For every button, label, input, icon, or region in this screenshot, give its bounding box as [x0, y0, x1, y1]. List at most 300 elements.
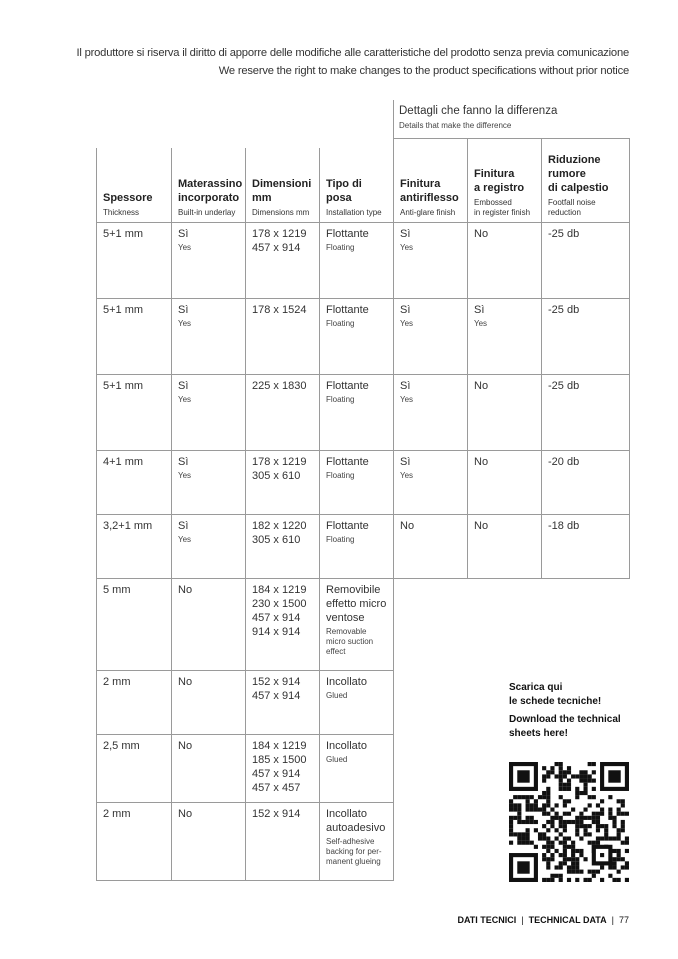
qr-module	[517, 832, 521, 836]
qr-module	[546, 803, 550, 807]
qr-module	[579, 779, 583, 783]
qr-module	[588, 832, 592, 836]
qr-module	[596, 824, 600, 828]
disclaimer-it: Il produttore si riserva il diritto di apporre delle modifiche alle caratteristiche del prodotto senza previa comunicazione	[76, 47, 629, 59]
qr-module	[567, 812, 571, 816]
qr-module	[534, 799, 538, 803]
qr-module	[526, 795, 530, 799]
table-gridline	[96, 450, 630, 451]
qr-module	[596, 820, 600, 824]
qr-module	[567, 865, 571, 869]
qr-module	[559, 787, 563, 791]
qr-module	[575, 861, 579, 865]
qr-module	[559, 861, 563, 865]
table-cell-noise	[548, 227, 626, 241]
table-cell-thickness	[103, 455, 168, 469]
cell-value-en: Floating	[326, 471, 355, 480]
qr-module	[583, 783, 587, 787]
qr-module	[563, 841, 567, 845]
qr-module	[608, 808, 612, 812]
qr-module	[583, 857, 587, 861]
qr-module	[546, 828, 550, 832]
qr-module	[546, 795, 550, 799]
cell-value: -25 db	[548, 304, 580, 316]
table-gridline	[96, 298, 630, 299]
footer-section-en: TECHNICAL DATA	[528, 915, 607, 925]
qr-module	[559, 795, 563, 799]
qr-module	[592, 812, 596, 816]
qr-module	[592, 779, 596, 783]
table-cell-posa	[326, 379, 390, 405]
qr-module	[621, 803, 625, 807]
cell-value: Removibile effetto micro ventose	[326, 584, 387, 624]
qr-module	[592, 762, 596, 766]
cell-value: No	[474, 456, 489, 468]
qr-module	[612, 824, 616, 828]
column-header-label-en: Installation type	[326, 208, 382, 217]
cell-value: Sì	[400, 456, 411, 468]
qr-module	[555, 874, 559, 878]
qr-module	[583, 770, 587, 774]
qr-module	[521, 841, 525, 845]
qr-module	[546, 836, 550, 840]
qr-module	[592, 820, 596, 824]
table-cell-underlay	[178, 303, 242, 329]
qr-module	[546, 791, 550, 795]
table-cell-underlay	[178, 675, 242, 689]
table-cell-dims	[252, 303, 316, 317]
table-cell-thickness	[103, 227, 168, 241]
cell-value: 178 x 1219 305 x 610	[252, 456, 307, 482]
qr-module	[546, 849, 550, 853]
qr-module	[559, 762, 563, 766]
qr-module	[596, 828, 600, 832]
table-cell-posa	[326, 675, 390, 701]
table-cell-posa	[326, 303, 390, 329]
qr-module	[604, 824, 608, 828]
qr-finder-center	[517, 861, 529, 873]
cell-value: Incollato	[326, 676, 367, 688]
qr-module	[563, 803, 567, 807]
qr-module	[604, 828, 608, 832]
differences-heading-it: Dettagli che fanno la differenza	[399, 105, 558, 117]
qr-module	[567, 770, 571, 774]
column-header-register	[474, 167, 538, 218]
column-header-dims	[252, 177, 316, 218]
download-text-it: Scarica qui le schede tecniche!	[509, 682, 602, 707]
differences-heading	[399, 105, 557, 130]
qr-module	[538, 832, 542, 836]
qr-module	[617, 849, 621, 853]
qr-module	[621, 799, 625, 803]
column-header-label: Tipo di posa	[326, 178, 362, 204]
qr-module	[517, 836, 521, 840]
qr-module	[612, 865, 616, 869]
qr-module	[517, 816, 521, 820]
qr-module	[617, 808, 621, 812]
qr-module	[600, 824, 604, 828]
disclaimer-en: We reserve the right to make changes to the product specifications without prior notice	[218, 65, 629, 77]
qr-module	[517, 795, 521, 799]
cell-value: Sì	[474, 304, 485, 316]
qr-module	[571, 870, 575, 874]
table-cell-dims	[252, 519, 316, 547]
qr-module	[592, 770, 596, 774]
cell-value: 184 x 1219 230 x 1500 457 x 914 914 x 914	[252, 584, 307, 638]
qr-module	[542, 878, 546, 882]
qr-module	[575, 795, 579, 799]
qr-module	[583, 816, 587, 820]
qr-module	[546, 820, 550, 824]
qr-module	[563, 799, 567, 803]
table-cell-underlay	[178, 455, 242, 481]
qr-module	[555, 774, 559, 778]
cell-value: 5+1 mm	[103, 380, 144, 392]
qr-module	[559, 874, 563, 878]
qr-module	[563, 861, 567, 865]
table-cell-underlay	[178, 519, 242, 545]
table-cell-antiglare	[400, 227, 464, 253]
table-cell-posa	[326, 807, 390, 867]
qr-module	[592, 795, 596, 799]
qr-module	[567, 779, 571, 783]
qr-module	[509, 816, 513, 820]
qr-module	[542, 795, 546, 799]
qr-module	[530, 820, 534, 824]
qr-module	[538, 795, 542, 799]
qr-module	[509, 820, 513, 824]
qr-module	[583, 808, 587, 812]
qr-module	[542, 774, 546, 778]
qr-module	[546, 857, 550, 861]
qr-module	[588, 779, 592, 783]
qr-module	[521, 832, 525, 836]
qr-module	[583, 774, 587, 778]
qr-module	[542, 803, 546, 807]
qr-module	[592, 870, 596, 874]
qr-module	[575, 849, 579, 853]
table-cell-dims	[252, 807, 316, 821]
qr-module	[579, 812, 583, 816]
qr-module	[621, 857, 625, 861]
qr-module	[588, 824, 592, 828]
qr-module	[567, 799, 571, 803]
cell-value: 5 mm	[103, 584, 131, 596]
qr-module	[563, 820, 567, 824]
qr-module	[625, 861, 629, 865]
qr-module	[612, 816, 616, 820]
cell-value: 184 x 1219 185 x 1500 457 x 914 457 x 457	[252, 740, 307, 794]
column-header-label: Finitura a registro	[474, 168, 525, 194]
qr-module	[600, 836, 604, 840]
cell-value-en: Removable micro suction effect	[326, 627, 374, 656]
qr-module	[530, 808, 534, 812]
qr-module	[526, 803, 530, 807]
cell-value: Flottante	[326, 520, 369, 532]
qr-module	[534, 808, 538, 812]
qr-module	[588, 803, 592, 807]
download-callout	[509, 681, 621, 741]
qr-module	[571, 857, 575, 861]
qr-module	[555, 812, 559, 816]
cell-value: No	[178, 584, 193, 596]
cell-value: Sì	[400, 228, 411, 240]
qr-module	[583, 787, 587, 791]
cell-value: Sì	[178, 520, 189, 532]
column-header-label: Materassino incorporato	[178, 178, 243, 204]
cell-value-en: Yes	[178, 319, 192, 328]
qr-module	[550, 808, 554, 812]
table-cell-antiglare	[400, 455, 464, 481]
qr-module	[542, 791, 546, 795]
qr-module	[563, 845, 567, 849]
table-gridline	[96, 880, 394, 881]
cell-value: Flottante	[326, 228, 369, 240]
cell-value-en: Glued	[326, 755, 348, 764]
cell-value-en: Floating	[326, 319, 355, 328]
qr-module	[583, 878, 587, 882]
cell-value: No	[400, 520, 415, 532]
table-cell-noise	[548, 455, 626, 469]
qr-module	[588, 774, 592, 778]
qr-module	[559, 774, 563, 778]
table-cell-underlay	[178, 739, 242, 753]
qr-module	[612, 836, 616, 840]
column-header-posa	[326, 177, 390, 218]
column-header-thickness	[103, 191, 168, 218]
cell-value-en: Glued	[326, 691, 348, 700]
cell-value: Sì	[178, 380, 189, 392]
column-header-noise	[548, 153, 626, 218]
table-gridline	[467, 138, 468, 578]
table-cell-antiglare	[400, 519, 464, 533]
cell-value: Sì	[178, 456, 189, 468]
qr-module	[625, 836, 629, 840]
qr-module	[550, 841, 554, 845]
qr-module	[583, 832, 587, 836]
qr-module	[625, 841, 629, 845]
qr-module	[567, 787, 571, 791]
cell-value-en: Yes	[400, 319, 414, 328]
qr-module	[542, 845, 546, 849]
qr-module	[559, 820, 563, 824]
qr-module	[596, 836, 600, 840]
table-gridline	[96, 578, 630, 579]
column-header-label-en: Footfall noise reduction	[548, 198, 596, 217]
qr-module	[559, 766, 563, 770]
qr-module	[555, 762, 559, 766]
qr-module	[608, 812, 612, 816]
qr-module	[625, 849, 629, 853]
table-cell-noise	[548, 379, 626, 393]
qr-module	[617, 832, 621, 836]
cell-value: Incollato	[326, 740, 367, 752]
qr-module	[604, 836, 608, 840]
qr-module	[596, 812, 600, 816]
qr-module	[575, 870, 579, 874]
qr-module	[600, 808, 604, 812]
qr-module	[530, 841, 534, 845]
qr-module	[579, 853, 583, 857]
qr-module	[621, 841, 625, 845]
qr-module	[526, 820, 530, 824]
table-gridline	[96, 222, 630, 223]
qr-module	[612, 878, 616, 882]
qr-module	[608, 874, 612, 878]
table-cell-posa	[326, 739, 390, 765]
table-cell-posa	[326, 455, 390, 481]
qr-module	[600, 799, 604, 803]
column-header-label-en: Thickness	[103, 208, 140, 217]
cell-value-en: Yes	[400, 395, 414, 404]
cell-value: 5+1 mm	[103, 304, 144, 316]
qr-module	[567, 783, 571, 787]
qr-module	[608, 836, 612, 840]
qr-module	[608, 816, 612, 820]
cell-value-en: Floating	[326, 243, 355, 252]
qr-code-icon[interactable]	[509, 762, 629, 882]
qr-module	[571, 820, 575, 824]
qr-module	[559, 816, 563, 820]
qr-module	[617, 828, 621, 832]
qr-module	[571, 841, 575, 845]
qr-module	[596, 841, 600, 845]
table-cell-posa	[326, 227, 390, 253]
qr-module	[559, 832, 563, 836]
footer-separator: |	[611, 915, 614, 925]
qr-module	[509, 803, 513, 807]
qr-module	[567, 820, 571, 824]
qr-module	[612, 861, 616, 865]
qr-module	[509, 841, 513, 845]
qr-module	[534, 828, 538, 832]
column-header-underlay	[178, 177, 242, 218]
qr-module	[579, 820, 583, 824]
qr-module	[617, 853, 621, 857]
qr-module	[596, 816, 600, 820]
disclaimer	[77, 44, 629, 80]
footer	[457, 915, 629, 925]
qr-module	[513, 832, 517, 836]
qr-module	[546, 774, 550, 778]
table-cell-underlay	[178, 583, 242, 597]
cell-value: Sì	[178, 228, 189, 240]
qr-module	[550, 766, 554, 770]
qr-module	[588, 878, 592, 882]
footer-separator: |	[521, 915, 524, 925]
cell-value: -20 db	[548, 456, 580, 468]
cell-value-en: Yes	[400, 471, 414, 480]
cell-value: 2,5 mm	[103, 740, 140, 752]
qr-module	[550, 824, 554, 828]
qr-module	[550, 770, 554, 774]
column-header-label: Dimensioni mm	[252, 178, 312, 204]
qr-module	[612, 849, 616, 853]
qr-module	[526, 799, 530, 803]
qr-module	[579, 836, 583, 840]
qr-module	[567, 857, 571, 861]
qr-module	[542, 808, 546, 812]
qr-module	[575, 832, 579, 836]
qr-module	[542, 857, 546, 861]
qr-module	[600, 812, 604, 816]
qr-module	[617, 799, 621, 803]
cell-value-en: Yes	[474, 319, 488, 328]
cell-value: 4+1 mm	[103, 456, 144, 468]
qr-module	[550, 820, 554, 824]
qr-module	[526, 828, 530, 832]
qr-module	[517, 841, 521, 845]
qr-module	[538, 808, 542, 812]
cell-value: 2 mm	[103, 808, 131, 820]
table-cell-dims	[252, 583, 316, 639]
qr-module	[513, 803, 517, 807]
column-header-antiglare	[400, 177, 464, 218]
cell-value: No	[178, 740, 193, 752]
qr-module	[567, 766, 571, 770]
table-cell-underlay	[178, 227, 242, 253]
cell-value-en: Yes	[178, 535, 192, 544]
qr-module	[546, 878, 550, 882]
qr-module	[526, 832, 530, 836]
cell-value: 152 x 914	[252, 808, 301, 820]
table-cell-dims	[252, 227, 316, 255]
qr-module	[621, 828, 625, 832]
qr-module	[509, 799, 513, 803]
cell-value: Sì	[400, 304, 411, 316]
qr-module	[563, 828, 567, 832]
qr-module	[592, 874, 596, 878]
qr-module	[542, 779, 546, 783]
qr-module	[583, 828, 587, 832]
qr-module	[563, 770, 567, 774]
qr-module	[509, 832, 513, 836]
table-gridline	[629, 138, 630, 578]
qr-module	[588, 795, 592, 799]
qr-module	[621, 865, 625, 869]
qr-module	[538, 836, 542, 840]
cell-value: -25 db	[548, 228, 580, 240]
qr-module	[559, 824, 563, 828]
column-header-label-en: Embossed in register finish	[474, 198, 531, 217]
column-header-label: Finitura antiriflesso	[400, 178, 459, 204]
qr-module	[546, 841, 550, 845]
qr-module	[617, 812, 621, 816]
cell-value: No	[178, 808, 193, 820]
qr-module	[571, 774, 575, 778]
qr-module	[555, 865, 559, 869]
qr-module	[575, 878, 579, 882]
qr-module	[563, 857, 567, 861]
qr-module	[588, 816, 592, 820]
qr-module	[608, 865, 612, 869]
table-cell-register	[474, 519, 538, 533]
qr-module	[542, 812, 546, 816]
qr-module	[612, 820, 616, 824]
download-text-en: Download the technical sheets here!	[509, 714, 621, 739]
qr-module	[530, 803, 534, 807]
column-header-label-en: Anti-glare finish	[400, 208, 456, 217]
qr-module	[617, 870, 621, 874]
column-header-label: Riduzione rumore di calpestio	[548, 154, 609, 194]
table-cell-noise	[548, 303, 626, 317]
table-cell-dims	[252, 675, 316, 703]
qr-module	[608, 795, 612, 799]
qr-module	[526, 841, 530, 845]
qr-module	[550, 816, 554, 820]
qr-module	[530, 816, 534, 820]
qr-module	[526, 836, 530, 840]
